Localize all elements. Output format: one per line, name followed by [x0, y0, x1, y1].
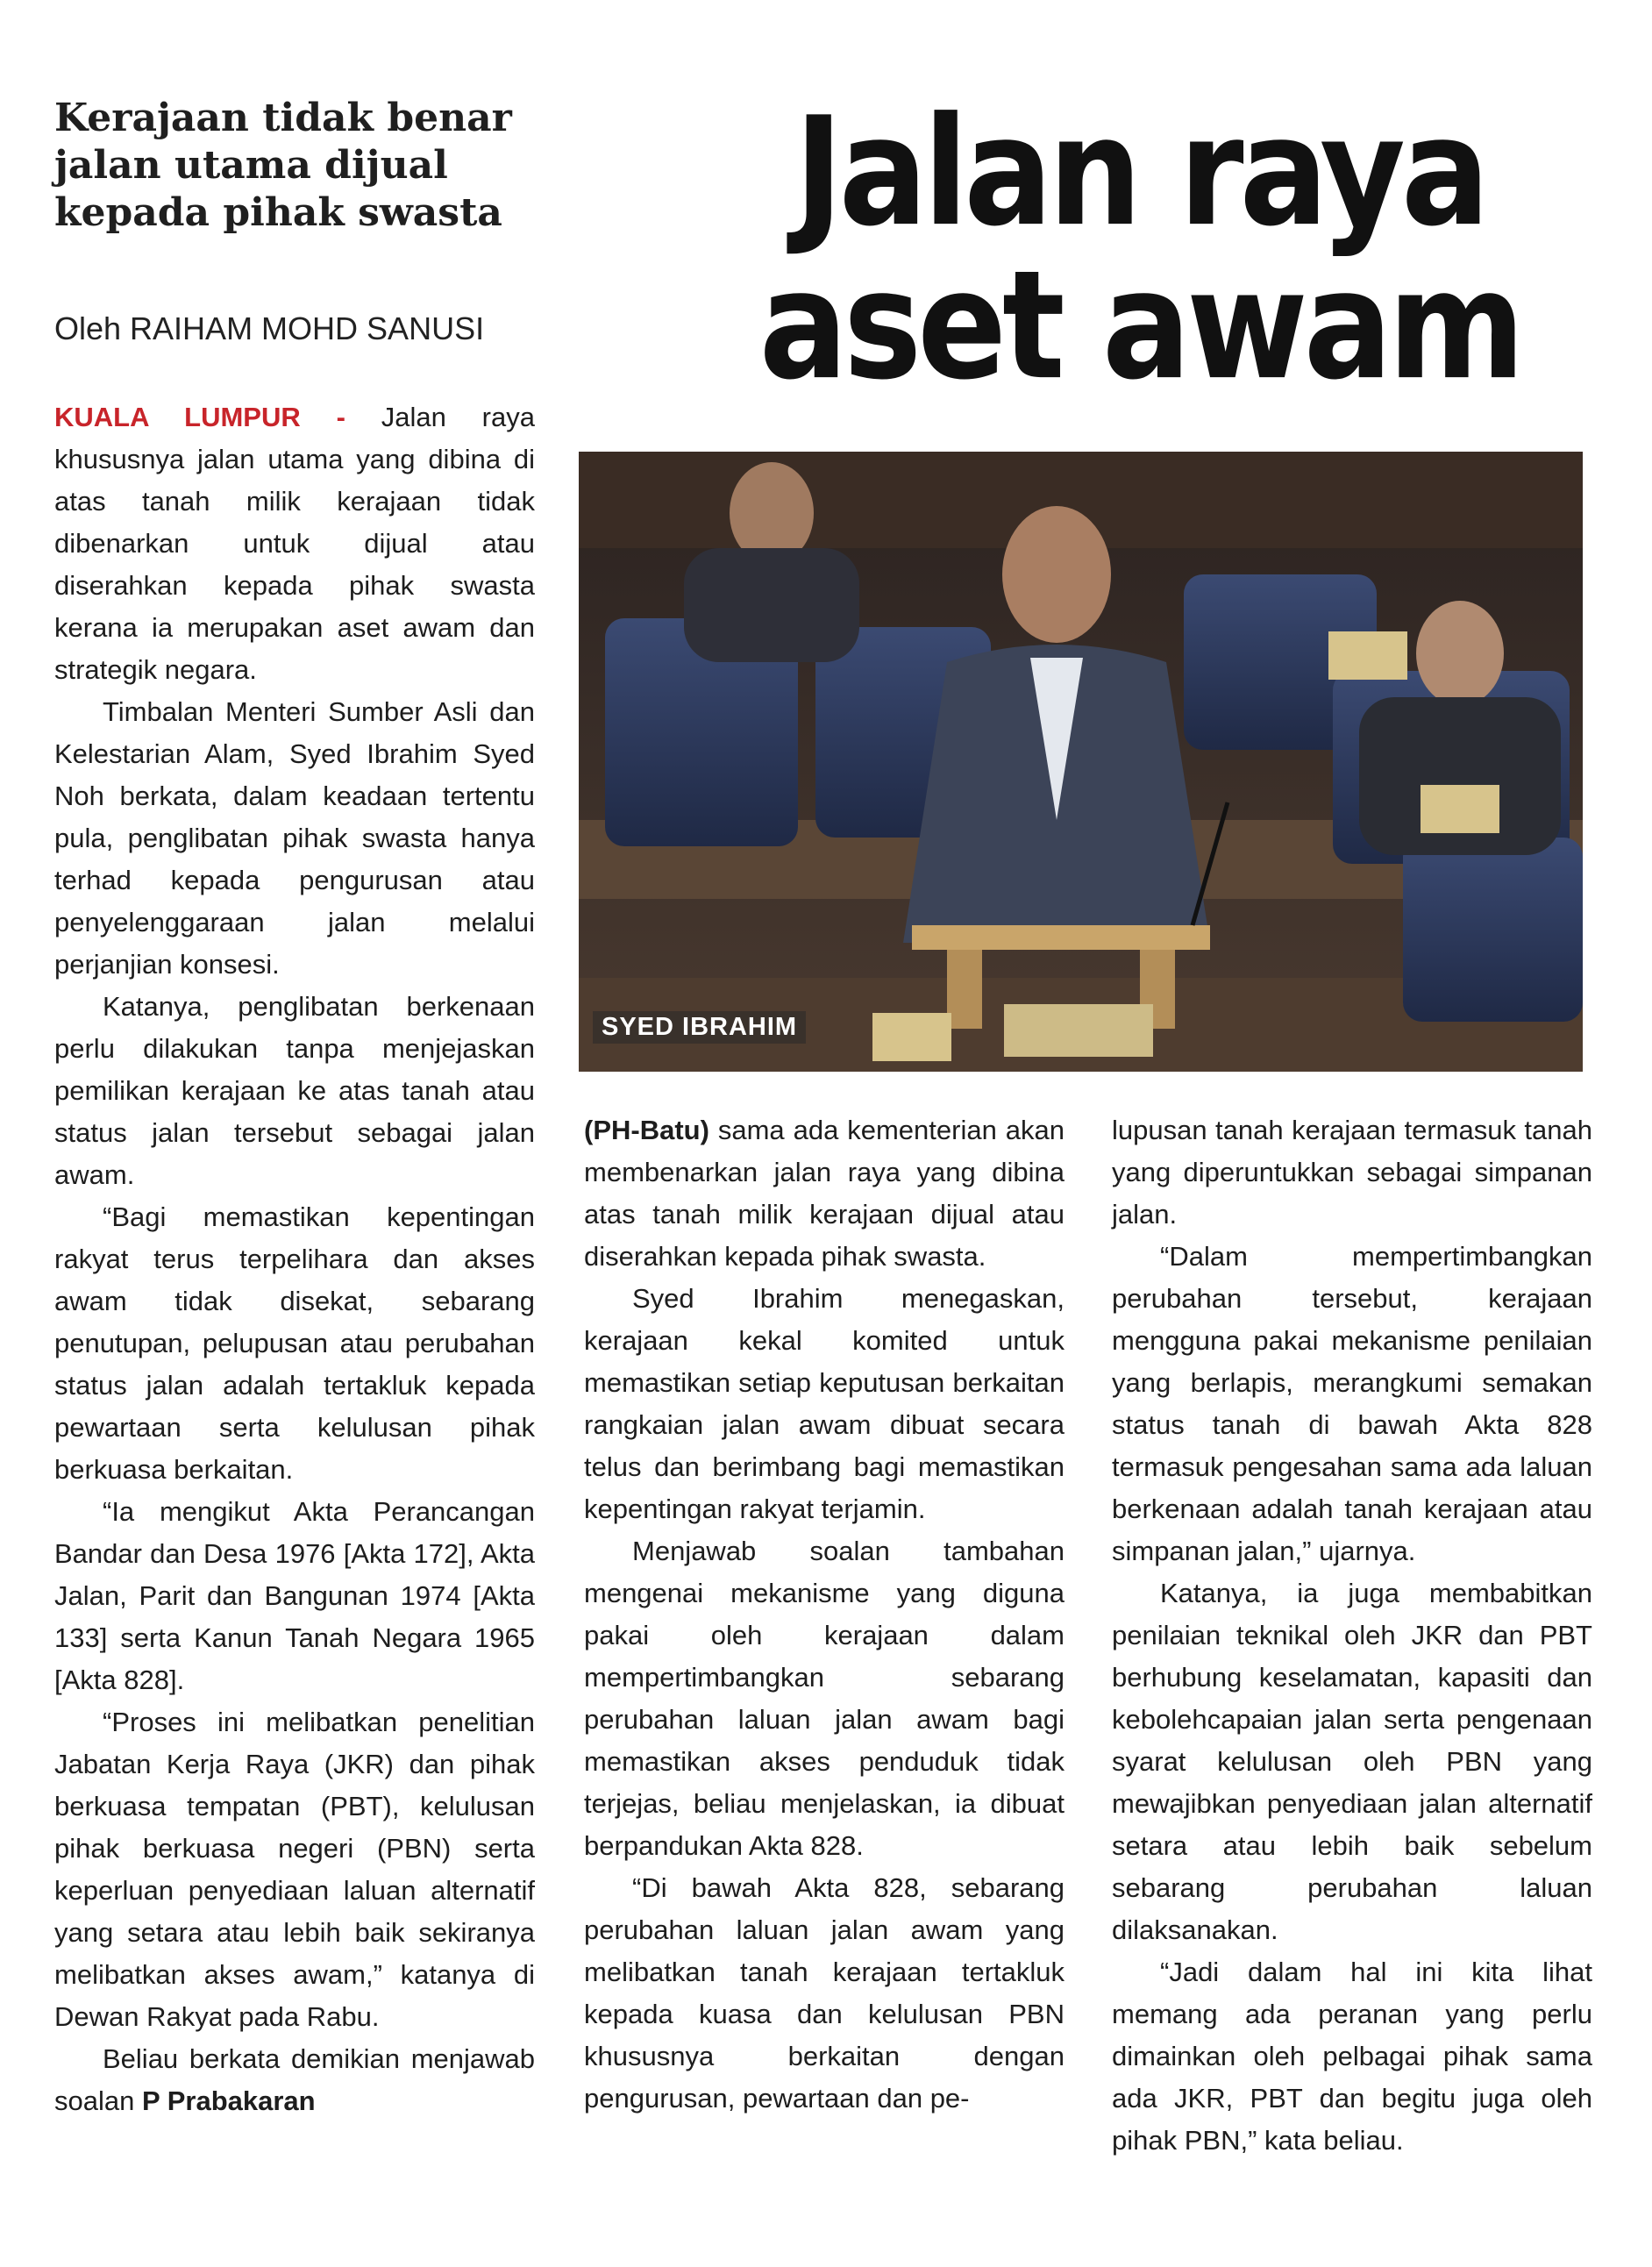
deck-line: kepada pihak swasta: [54, 190, 502, 235]
article-paragraph: “Jadi dalam hal ini kita lihat memang ada peranan yang perlu dimainkan oleh pelbagai pihak sama ada JKR, PBT dan begitu juga oleh pihak PBN,” kata beliau.: [1112, 1957, 1592, 2156]
dateline: KUALA LUMPUR -: [54, 402, 345, 432]
article-paragraph: “Di bawah Akta 828, sebarang perubahan laluan jalan awam yang melibatkan tanah kerajaan tertakluk kepada kuasa dan kelulusan PBN khususnya berkaitan dengan pengurusan, pewartaan dan pe-: [584, 1872, 1065, 2114]
article-column-3: [1112, 1109, 1592, 2162]
parliament-photo-illustration: [579, 452, 1583, 1072]
article-column-1: [54, 396, 535, 2122]
article-paragraph: “Dalam mempertimbangkan perubahan tersebut, kerajaan mengguna pakai mekanisme penilaian yang berlapis, merangkumi semakan status tanah di bawah Akta 828 termasuk pengesahan sama ada laluan berkenaan adalah tanah kerajaan atau simpanan jalan,” ujarnya.: [1112, 1241, 1592, 1566]
photo-caption: SYED IBRAHIM: [593, 1011, 806, 1044]
deck-line: jalan utama dijual: [54, 143, 448, 188]
article-paragraph: [584, 1109, 1065, 1278]
article-paragraph: “Ia mengikut Akta Perancangan Bandar dan Desa 1976 [Akta 172], Akta Jalan, Parit dan Bangunan 1974 [Akta 133] serta Kanun Tanah Negara 1965 [Akta 828].: [54, 1496, 535, 1695]
byline: Oleh RAIHAM MOHD SANUSI: [54, 310, 485, 346]
paragraph-text: Beliau berkata demikian menjawab soalan: [54, 2043, 535, 2116]
article-paragraph: lupusan tanah kerajaan termasuk tanah yang diperuntukkan sebagai simpanan jalan.: [1112, 1115, 1592, 1230]
article-paragraph: “Bagi memastikan kepentingan rakyat terus terpelihara dan akses awam tidak disekat, sebarang penutupan, pelupusan atau perubahan status jalan adalah tertakluk kepada pewartaan serta kelulusan pihak berkuasa berkaitan.: [54, 1201, 535, 1485]
article-paragraph: “Proses ini melibatkan penelitian Jabatan Kerja Raya (JKR) dan pihak berkuasa tempatan (PBT), kelulusan pihak berkuasa negeri (PBN) serta keperluan penyediaan laluan alternatif yang setara atau lebih baik sekiranya melibatkan akses awam,” katanya di Dewan Rakyat pada Rabu.: [54, 1707, 535, 2032]
article-paragraph: [54, 396, 535, 691]
article-paragraph: [54, 2038, 535, 2122]
article-paragraph: Syed Ibrahim menegaskan, kerajaan kekal komited untuk memastikan setiap keputusan berkaitan rangkaian jalan awam dibuat secara telus dan berimbang bagi memastikan kepentingan rakyat terjamin.: [584, 1283, 1065, 1524]
paragraph-text: Jalan raya khususnya jalan utama yang dibina di atas tanah milik kerajaan tidak dibenarkan untuk dijual atau diserahkan kepada pihak swasta kerana ia merupakan aset awam dan strategik negara.: [54, 402, 535, 685]
headline-line: Jalan raya: [794, 85, 1486, 260]
article-paragraph: Timbalan Menteri Sumber Asli dan Kelestarian Alam, Syed Ibrahim Syed Noh berkata, dalam keadaan tertentu pula, penglibatan pihak swasta hanya terhad kepada pengurusan atau penyelenggaraan jalan melalui perjanjian konsesi.: [54, 696, 535, 980]
mp-seat: (PH-Batu): [584, 1115, 709, 1145]
article-paragraph: Menjawab soalan tambahan mengenai mekanisme yang diguna pakai oleh kerajaan dalam mempertimbangkan sebarang perubahan laluan jalan awam bagi memastikan akses penduduk tidak terjejas, beliau menjelaskan, ia dibuat berpandukan Akta 828.: [584, 1536, 1065, 1861]
article-paragraph: Katanya, ia juga membabitkan penilaian teknikal oleh JKR dan PBT berhubung keselamatan, kapasiti dan kebolehcapaian jalan serta pengenaan syarat kelulusan oleh PBN yang mewajibkan penyediaan jalan alternatif setara atau lebih baik sebelum sebarang perubahan laluan dilaksanakan.: [1112, 1578, 1592, 1945]
article-photo: [579, 452, 1583, 1072]
headline: [658, 85, 1622, 414]
article-column-2: [584, 1109, 1065, 2120]
paragraph-text: sama ada kementerian akan membenarkan jalan raya yang dibina atas tanah milik kerajaan dijual atau diserahkan kepada pihak swasta.: [584, 1115, 1065, 1272]
headline-line: aset awam: [758, 239, 1521, 414]
mp-name: P Prabakaran: [141, 2085, 316, 2116]
article-deck: [54, 95, 545, 237]
article-paragraph: Katanya, penglibatan berkenaan perlu dilakukan tanpa menjejaskan pemilikan kerajaan ke atas tanah atau status jalan tersebut sebagai jalan awam.: [54, 991, 535, 1190]
deck-line: Kerajaan tidak benar: [54, 96, 512, 140]
